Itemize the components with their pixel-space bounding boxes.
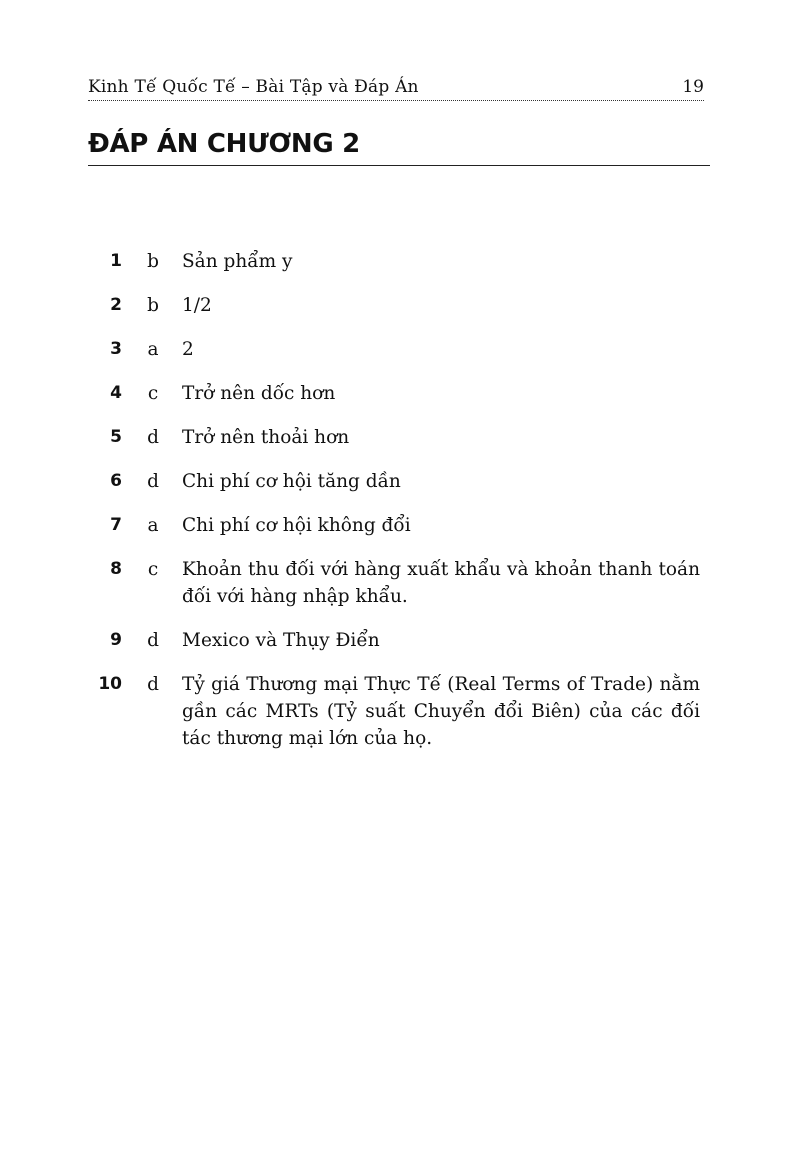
question-number: 9 <box>110 630 122 650</box>
answer-choice: a <box>147 515 159 536</box>
answer-row <box>88 671 708 752</box>
answer-text: Chi phí cơ hội không đổi <box>182 515 411 536</box>
question-number: 8 <box>110 559 122 579</box>
answer-row <box>88 468 708 495</box>
answer-choice: d <box>147 471 159 492</box>
answer-row <box>88 292 708 319</box>
answer-row <box>88 512 708 539</box>
question-number: 10 <box>98 674 122 694</box>
answer-text: 1/2 <box>182 295 212 316</box>
answer-list <box>88 248 708 769</box>
answer-choice: d <box>147 630 159 651</box>
answer-text: Trở nên dốc hơn <box>182 383 336 404</box>
answer-row <box>88 248 708 275</box>
answer-text: Sản phẩm y <box>182 251 293 272</box>
question-number: 4 <box>110 383 122 403</box>
question-number: 1 <box>110 251 122 271</box>
book-title: Kinh Tế Quốc Tế – Bài Tập và Đáp Án <box>88 77 419 97</box>
answer-choice: c <box>147 559 159 580</box>
answer-text: Khoản thu đối với hàng xuất khẩu và khoản thanh toán đối với hàng nhập khẩu. <box>182 559 700 607</box>
question-number: 2 <box>110 295 122 315</box>
question-number: 3 <box>110 339 122 359</box>
answer-choice: b <box>147 251 159 272</box>
answer-text: Mexico và Thụy Điển <box>182 630 380 651</box>
answer-choice: d <box>147 674 159 695</box>
answer-text: Chi phí cơ hội tăng dần <box>182 471 401 492</box>
answer-row <box>88 380 708 407</box>
answer-row <box>88 556 708 610</box>
running-header <box>88 74 704 101</box>
answer-row <box>88 627 708 654</box>
answer-text: Tỷ giá Thương mại Thực Tế (Real Terms of Trade) nằm gần các MRTs (Tỷ suất Chuyển đổi Biên) của các đối tác thương mại lớn của họ. <box>182 674 700 749</box>
answer-text: 2 <box>182 339 194 360</box>
chapter-title: ĐÁP ÁN CHƯƠNG 2 <box>88 127 710 166</box>
answer-text: Trở nên thoải hơn <box>182 427 350 448</box>
question-number: 7 <box>110 515 122 535</box>
question-number: 6 <box>110 471 122 491</box>
answer-row <box>88 424 708 451</box>
answer-choice: b <box>147 295 159 316</box>
question-number: 5 <box>110 427 122 447</box>
answer-choice: c <box>147 383 159 404</box>
page-number: 19 <box>682 77 704 97</box>
answer-choice: a <box>147 339 159 360</box>
answer-choice: d <box>147 427 159 448</box>
answer-row <box>88 336 708 363</box>
